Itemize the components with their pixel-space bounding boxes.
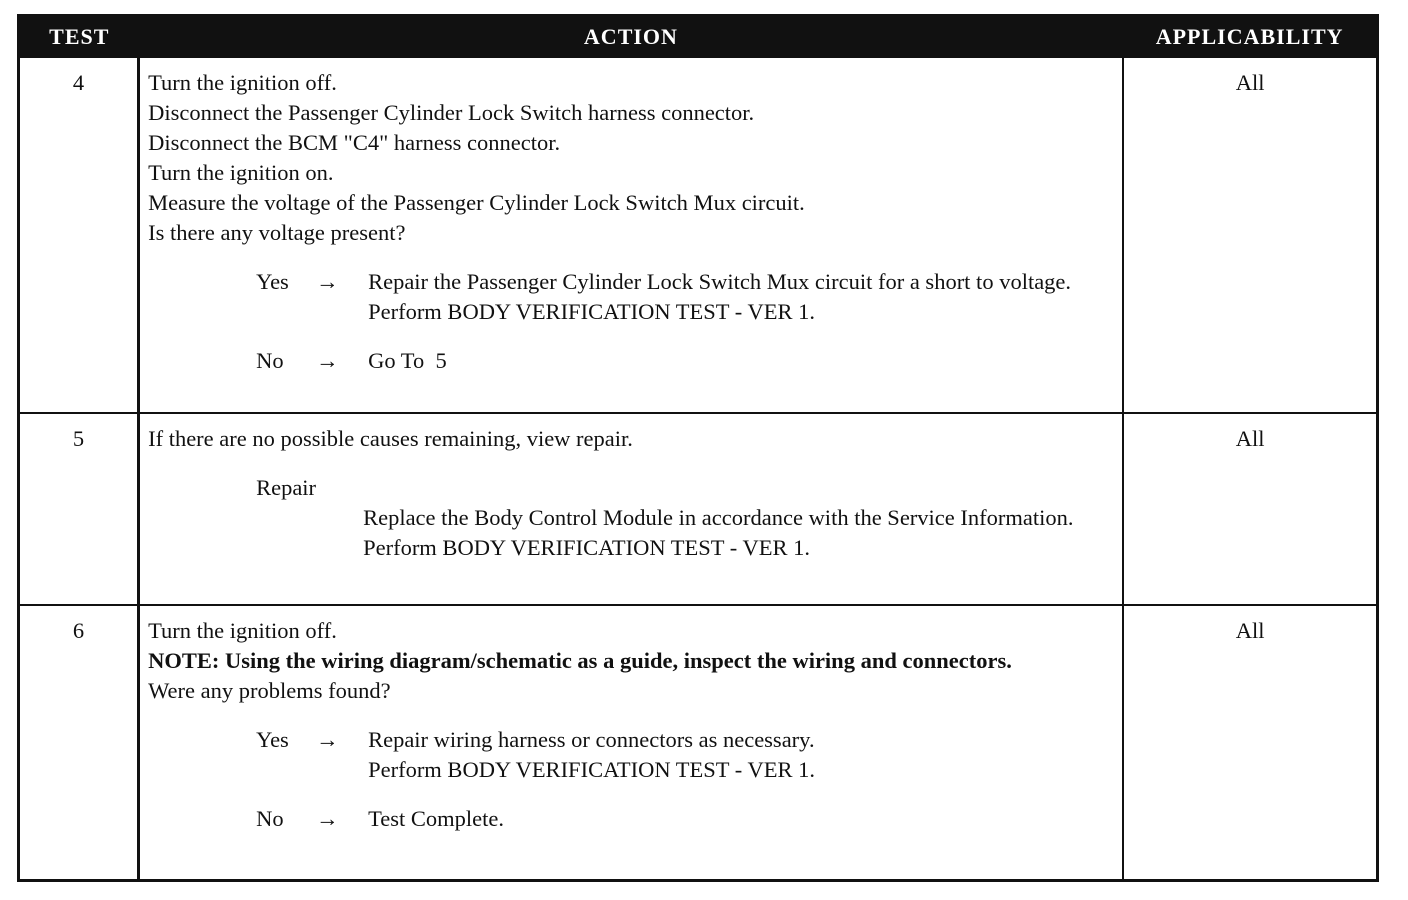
test-number: 4 [19,57,139,413]
yes-label: Yes [256,269,289,294]
header-applicability: APPLICABILITY [1123,16,1377,58]
no-label: No [256,806,284,831]
action-question: Is there any voltage present? [148,220,406,245]
action-step: Disconnect the BCM "C4" harness connector. [148,130,561,155]
arrow-right-icon: → [316,348,339,373]
action-cell [139,413,1124,605]
table-header-row [19,16,1378,58]
diagnostic-test-table [17,14,1379,882]
yes-label: Yes [256,727,289,752]
table-row [19,57,1378,413]
yes-result-text: Repair wiring harness or connectors as necessary. [368,727,815,752]
action-step: Turn the ignition off. [148,70,337,95]
arrow-right-icon: → [316,727,339,752]
no-branch [256,804,1114,834]
applicability-value: All [1123,57,1377,413]
action-cell [139,605,1124,880]
repair-label: Repair [256,475,317,500]
table-row [19,413,1378,605]
repair-text: Perform BODY VERIFICATION TEST - VER 1. [363,535,810,560]
yes-result-text: Perform BODY VERIFICATION TEST - VER 1. [368,757,815,782]
action-step: Disconnect the Passenger Cylinder Lock Switch harness connector. [148,100,755,125]
action-step: Turn the ignition off. [148,618,337,643]
action-step: Measure the voltage of the Passenger Cylinder Lock Switch Mux circuit. [148,190,805,215]
yes-branch [256,267,1114,327]
test-number: 6 [19,605,139,880]
header-action: ACTION [139,16,1124,58]
no-result: Test Complete. [368,806,504,831]
applicability-value: All [1123,413,1377,605]
no-branch [256,346,1114,376]
action-question: Were any problems found? [148,678,391,703]
action-step: Turn the ignition on. [148,160,334,185]
yes-result-text: Repair the Passenger Cylinder Lock Switch Mux circuit for a short to voltage. [368,269,1072,294]
arrow-right-icon: → [316,806,339,831]
header-test: TEST [19,16,139,58]
action-step: If there are no possible causes remaining, view repair. [148,426,633,451]
yes-result-text: Perform BODY VERIFICATION TEST - VER 1. [368,299,815,324]
repair-text: Replace the Body Control Module in accordance with the Service Information. [363,505,1074,530]
note-text: NOTE: Using the wiring diagram/schematic as a guide, inspect the wiring and connectors. [148,648,1012,673]
arrow-right-icon: → [316,269,339,294]
no-label: No [256,348,284,373]
no-result: Go To 5 [368,348,447,373]
yes-result [368,725,1114,785]
test-number: 5 [19,413,139,605]
applicability-value: All [1123,605,1377,880]
action-cell [139,57,1124,413]
yes-branch [256,725,1114,785]
table-row [19,605,1378,880]
yes-result [368,267,1114,327]
